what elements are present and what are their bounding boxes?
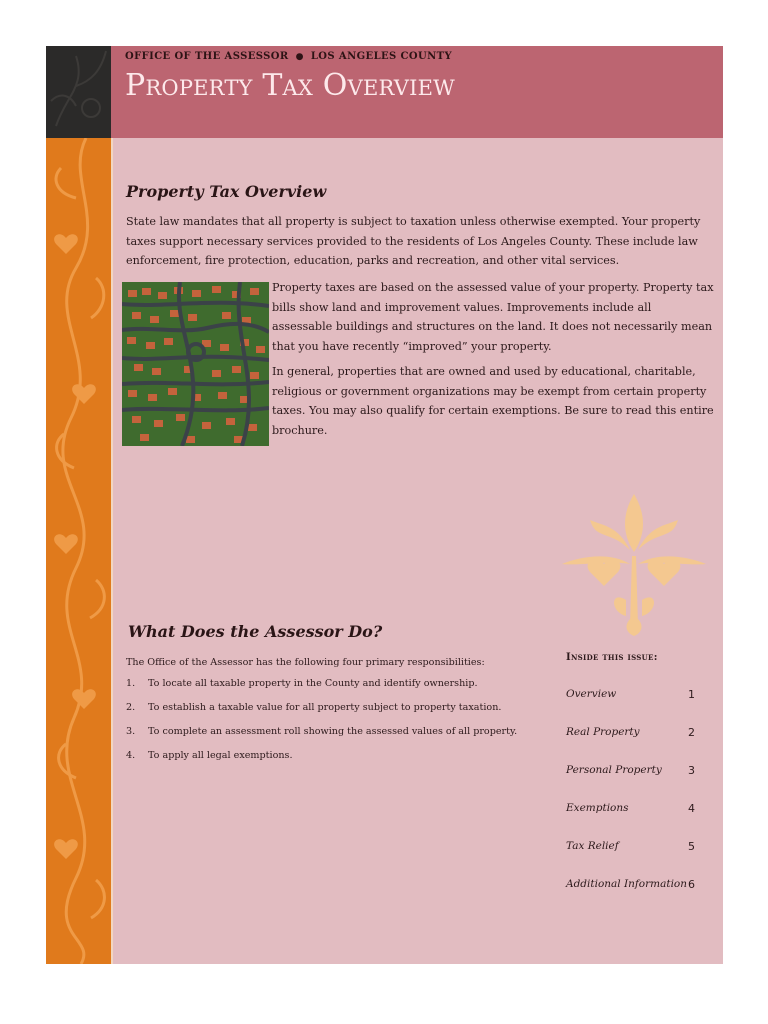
toc-item-personal-property[interactable] <box>566 764 696 802</box>
toc-item-additional-information[interactable] <box>566 878 696 916</box>
kicker-office: OFFICE OF THE ASSESSOR <box>125 51 289 62</box>
responsibilities-list <box>126 678 546 774</box>
toc-item-label: Exemptions <box>566 802 629 814</box>
sidebar-dark-pattern <box>46 46 111 138</box>
header-kicker <box>125 51 452 62</box>
kicker-county: LOS ANGELES COUNTY <box>310 51 453 62</box>
suburban-aerial-photo <box>122 282 269 446</box>
toc-item-label: Tax Relief <box>566 840 619 852</box>
toc-item-page: 1 <box>688 688 695 701</box>
list-item-number: 4. <box>126 750 136 761</box>
sidebar-floral-pattern <box>46 138 111 964</box>
toc-item-page: 3 <box>688 764 695 777</box>
list-item <box>126 750 546 774</box>
page-title: Property Tax Overview <box>125 68 455 103</box>
section-heading-assessor: What Does the Assessor Do? <box>128 622 383 641</box>
sidebar-dark-block <box>46 46 111 138</box>
toc-item-exemptions[interactable] <box>566 802 696 840</box>
floral-ornament-icon <box>560 490 708 636</box>
list-item-text: To apply all legal exemptions. <box>148 750 293 761</box>
sidebar-orange-block <box>46 138 111 964</box>
bullet-icon: ● <box>295 52 304 62</box>
toc-item-tax-relief[interactable] <box>566 840 696 878</box>
assessor-intro: The Office of the Assessor has the following four primary responsibilities: <box>126 657 485 668</box>
toc-item-label: Real Property <box>566 726 640 738</box>
list-item-number: 3. <box>126 726 136 737</box>
toc-item-page: 5 <box>688 840 695 853</box>
brochure-page <box>46 46 723 964</box>
list-item-text: To establish a taxable value for all property subject to property taxation. <box>148 702 502 713</box>
toc-item-label: Personal Property <box>566 764 662 776</box>
inside-issue-heading: Inside this issue: <box>566 652 658 663</box>
list-item <box>126 702 546 726</box>
list-item <box>126 678 546 702</box>
list-item-text: To locate all taxable property in the County and identify ownership. <box>148 678 478 689</box>
sidebar-divider <box>111 138 113 964</box>
toc-item-label: Additional Information <box>566 878 688 890</box>
list-item <box>126 726 546 750</box>
toc-item-real-property[interactable] <box>566 726 696 764</box>
toc-item-label: Overview <box>566 688 617 700</box>
list-item-number: 1. <box>126 678 136 689</box>
overview-paragraph-1: State law mandates that all property is subject to taxation unless otherwise exempted. Your property taxes support necessary services provided to the residents of Los Angeles County. These include law enforcement, fire protection, education, parks and recreation, and other vital services. <box>126 215 701 267</box>
overview-paragraph-3: In general, properties that are owned and used by educational, charitable, religious or government organizations may be exempt from certain property taxes. You may also qualify for certain exemptions. Be sure to read this entire brochure. <box>272 365 714 437</box>
section-heading-overview: Property Tax Overview <box>126 182 327 201</box>
toc-item-page: 2 <box>688 726 695 739</box>
toc-item-page: 4 <box>688 802 695 815</box>
list-item-text: To complete an assessment roll showing the assessed values of all property. <box>148 726 518 737</box>
list-item-number: 2. <box>126 702 136 713</box>
inside-issue-toc <box>566 688 696 916</box>
overview-paragraph-2: Property taxes are based on the assessed value of your property. Property tax bills show land and improvement values. Improvements include all assessable buildings and structures on the land. It does not necessarily mean that you have recently “improved” your property. <box>272 281 714 353</box>
toc-item-page: 6 <box>688 878 695 891</box>
toc-item-overview[interactable] <box>566 688 696 726</box>
aerial-neighborhood-image <box>122 282 269 446</box>
